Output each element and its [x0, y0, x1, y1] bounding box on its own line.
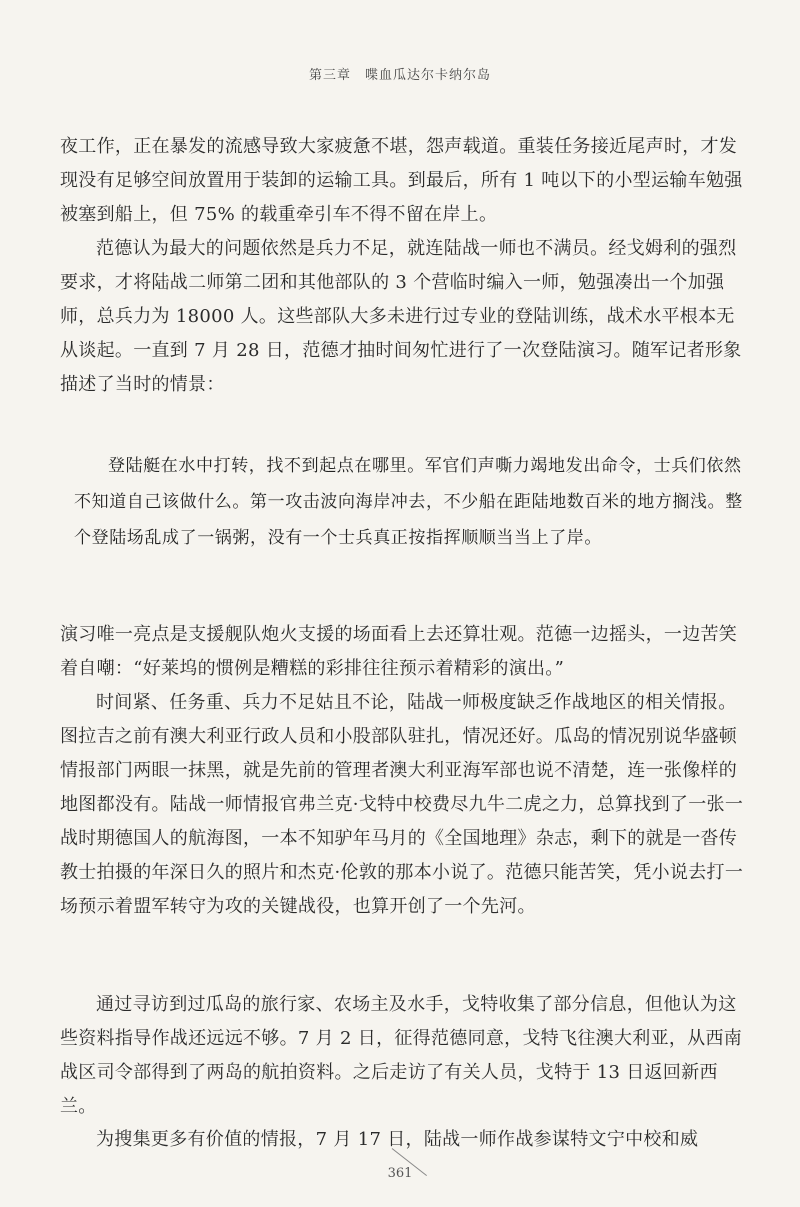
running-header: 第三章 喋血瓜达尔卡纳尔岛: [308, 68, 491, 83]
paragraph-1: 夜工作，正在暴发的流感导致大家疲惫不堪，怨声载道。重装任务接近尾声时，才发现没有足够空间放置用于装卸的运输工具。到最后，所有 1 吨以下的小型运输车勉强被塞到船上，但 75% 的载重牵引车不得不留在岸上。: [60, 136, 743, 225]
block-quote: 登陆艇在水中打转，找不到起点在哪里。军官们声嘶力竭地发出命令，士兵们依然不知道自己该做什么。第一攻击波向海岸冲去，不少船在距陆地数百米的地方搁浅。整个登陆场乱成了一锅粥，没有一个士兵真正按指挥顺顺当当上了岸。: [74, 456, 743, 548]
page-number: 361: [387, 1166, 413, 1181]
paragraph-4: 时间紧、任务重、兵力不足姑且不论，陆战一师极度缺乏作战地区的相关情报。图拉吉之前有澳大利亚行政人员和小股部队驻扎，情况还好。瓜岛的情况别说华盛顿情报部门两眼一抹黑，就是先前的管理者澳大利亚海军部也说不清楚，连一张像样的地图都没有。陆战一师情报官弗兰克·戈特中校费尽九牛二虎之力，总算找到了一张一战时期德国人的航海图，一本不知驴年马月的《全国地理》杂志，剩下的就是一沓传教士拍摄的年深日久的照片和杰克·伦敦的那本小说了。范德只能苦笑，凭小说去打一场预示着盟军转守为攻的关键战役，也算开创了一个先河。: [60, 692, 744, 917]
paragraph-6: 为搜集更多有价值的情报，7 月 17 日，陆战一师作战参谋特文宁中校和威: [96, 1129, 699, 1150]
paragraph-3: 演习唯一亮点是支援舰队炮火支援的场面看上去还算壮观。范德一边摇头，一边苦笑着自嘲：“好莱坞的惯例是糟糕的彩排往往预示着精彩的演出。”: [60, 624, 738, 679]
paragraph-5: 通过寻访到过瓜岛的旅行家、农场主及水手，戈特收集了部分信息，但他认为这些资料指导作战还远远不够。7 月 2 日，征得范德同意，戈特飞往澳大利亚，从西南战区司令部得到了两岛的航拍资料。之后走访了有关人员，戈特于 13 日返回新西兰。: [60, 994, 743, 1117]
paragraph-2: 范德认为最大的问题依然是兵力不足，就连陆战一师也不满员。经戈姆利的强烈要求，才将陆战二师第二团和其他部队的 3 个营临时编入一师，勉强凑出一个加强师，总兵力为 18000 人。这些部队大多未进行过专业的登陆训练，战术水平根本无从谈起。一直到 7 月 28 日，范德才抽时间匆忙进行了一次登陆演习。随军记者形象描述了当时的情景：: [60, 238, 742, 395]
